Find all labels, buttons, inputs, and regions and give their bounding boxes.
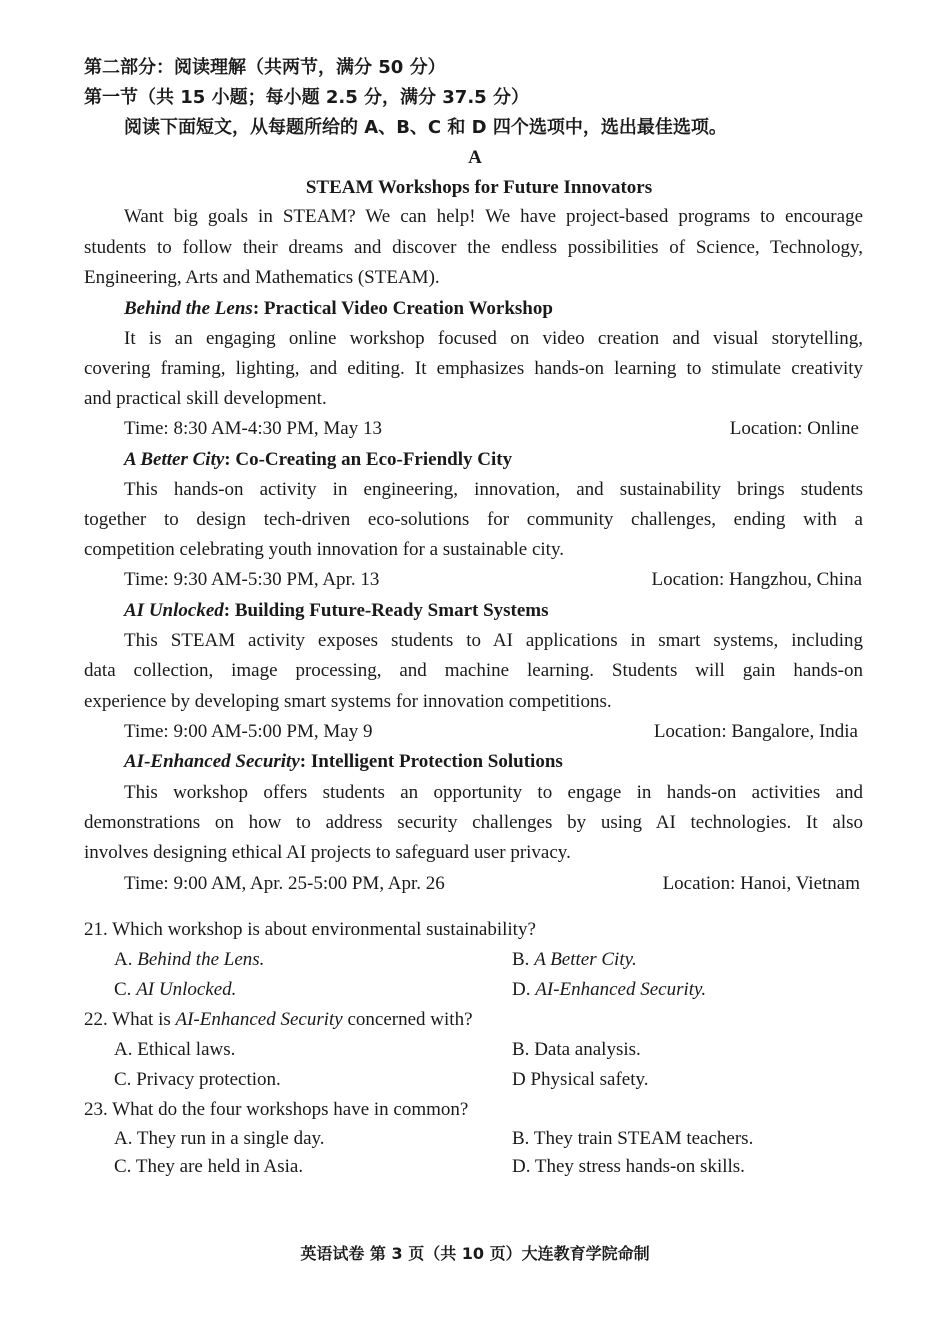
workshop-text-line: data collection, image processing, and machine learning. Students will gain hands-on [84,660,863,681]
workshop-text-line: It is an engaging online workshop focused on video creation and visual storytelling, [124,328,863,349]
workshop-time: Time: 9:00 AM, Apr. 25-5:00 PM, Apr. 26 [124,873,445,894]
question-text-after: concerned with? [342,1009,473,1030]
option-letter: D. [512,1156,535,1177]
workshop-text-line: involves designing ethical AI projects to safeguard user privacy. [84,842,571,863]
workshop-text-line: and practical skill development. [84,388,327,409]
workshop-text-line: experience by developing smart systems for innovation competitions. [84,691,612,712]
option-letter: B. [512,949,535,970]
question-text: What do the four workshops have in common? [112,1099,469,1120]
option-text: Physical safety. [530,1069,649,1090]
question-text-italic: AI-Enhanced Security [175,1009,343,1030]
option-letter: C. [114,1069,137,1090]
option-b[interactable] [512,947,637,973]
option-d[interactable] [512,1154,745,1180]
option-letter: D. [512,979,536,1000]
workshop-location: Location: Bangalore, India [653,721,858,742]
workshop-subtitle: : Practical Video Creation Workshop [252,298,553,319]
intro-line-2: students to follow their dreams and discover the endless possibilities of Science, Technology, [84,237,863,258]
workshop-text-line: covering framing, lighting, and editing. It emphasizes hands-on learning to stimulate creativity [84,358,863,379]
option-text: Privacy protection. [136,1069,281,1090]
workshop-name: Behind the Lens [124,298,253,319]
question-stem [84,917,536,943]
option-text: They run in a single day. [136,1128,325,1149]
part-title: 第二部分：阅读理解（共两节，满分 50 分） [84,57,446,78]
question-stem [84,1097,468,1123]
option-b[interactable] [512,1037,641,1063]
workshop-text-line: demonstrations on how to address security challenges by using AI technologies. It also [84,812,863,833]
option-d[interactable] [512,977,706,1003]
option-text: AI Unlocked. [136,979,237,1000]
option-text: AI-Enhanced Security. [535,979,707,1000]
workshop-location: Location: Online [729,418,859,439]
option-b[interactable] [512,1126,753,1152]
workshop-name: A Better City [124,449,225,470]
option-c[interactable] [114,1154,303,1180]
question-number: 21. [84,919,108,940]
question-number: 22. [84,1009,108,1030]
option-text: They train STEAM teachers. [533,1128,754,1149]
option-a[interactable] [114,947,264,973]
option-letter: C. [114,1156,136,1177]
option-letter: C. [114,979,137,1000]
option-text: They are held in Asia. [135,1156,304,1177]
option-letter: B. [512,1128,534,1149]
section-title: 第一节（共 15 小题；每小题 2.5 分，满分 37.5 分） [84,87,529,108]
workshop-location: Location: Hanoi, Vietnam [662,873,860,894]
option-a[interactable] [114,1126,325,1152]
page-footer: 英语试卷 第 3 页（共 10 页）大连教育学院命制 [300,1244,650,1263]
intro-line-3: Engineering, Arts and Mathematics (STEAM). [84,267,440,288]
option-text: Behind the Lens. [137,949,265,970]
workshop-text-line: This hands-on activity in engineering, innovation, and sustainability brings students [124,479,863,500]
workshop-text-line: This STEAM activity exposes students to AI applications in smart systems, including [124,630,863,651]
option-c[interactable] [114,1067,281,1093]
workshop-time: Time: 9:00 AM-5:00 PM, May 9 [124,721,373,742]
instruction: 阅读下面短文，从每题所给的 A、B、C 和 D 四个选项中，选出最佳选项。 [124,117,727,138]
option-a[interactable] [114,1037,235,1063]
option-letter: A. [114,1039,138,1060]
workshop-location: Location: Hangzhou, China [651,569,862,590]
workshop-text-line: competition celebrating youth innovation for a sustainable city. [84,539,564,560]
workshop-time: Time: 9:30 AM-5:30 PM, Apr. 13 [124,569,380,590]
workshop-name: AI-Enhanced Security [124,751,300,772]
workshop-heading [124,447,512,473]
option-letter: B. [512,1039,535,1060]
intro-line-1: Want big goals in STEAM? We can help! We have project-based programs to encourage [124,206,863,227]
workshop-subtitle: : Building Future-Ready Smart Systems [223,600,549,621]
option-text: A Better City. [534,949,637,970]
passage-letter: A [468,147,482,168]
option-d[interactable] [512,1067,649,1093]
workshop-heading [124,296,553,322]
option-text: Data analysis. [534,1039,641,1060]
option-text: They stress hands-on skills. [534,1156,745,1177]
option-letter: A. [114,1128,137,1149]
option-letter: A. [114,949,138,970]
workshop-text-line: together to design tech-driven eco-solutions for community challenges, ending with a [84,509,863,530]
workshop-time: Time: 8:30 AM-4:30 PM, May 13 [124,418,382,439]
question-stem [84,1007,473,1033]
passage-title: STEAM Workshops for Future Innovators [305,177,653,198]
option-text: Ethical laws. [137,1039,236,1060]
workshop-name: AI Unlocked [124,600,224,621]
workshop-subtitle: : Intelligent Protection Solutions [299,751,563,772]
question-text-before: What is [112,1009,176,1030]
option-letter: D [512,1069,531,1090]
question-number: 23. [84,1099,108,1120]
option-c[interactable] [114,977,236,1003]
workshop-text-line: This workshop offers students an opportunity to engage in hands-on activities and [124,782,863,803]
workshop-subtitle: : Co-Creating an Eco-Friendly City [224,449,513,470]
question-text: Which workshop is about environmental sustainability? [112,919,536,940]
workshop-heading [124,598,549,624]
workshop-heading [124,749,563,775]
